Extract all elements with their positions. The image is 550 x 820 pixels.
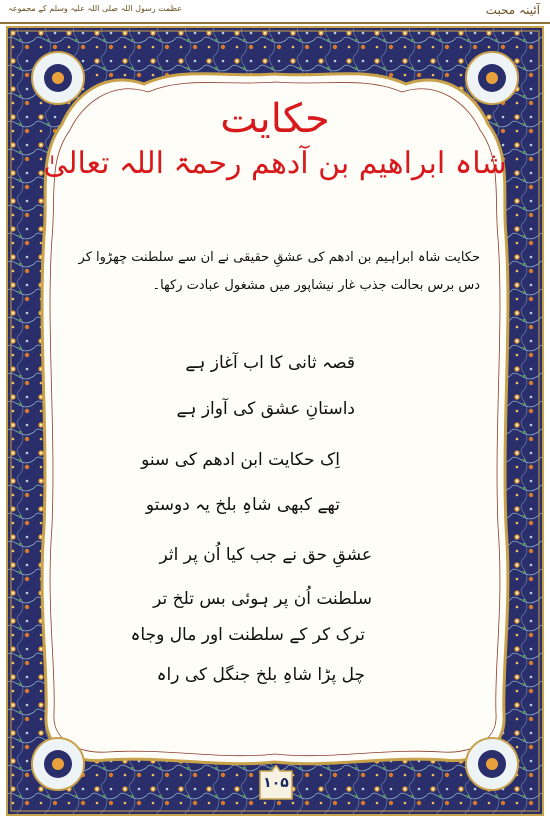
verse-line-1: قصہ ثانی کا اب آغاز ہے	[185, 353, 355, 373]
header-rule	[0, 22, 550, 24]
story-title: حکایت	[220, 96, 330, 142]
story-subtitle: شاہ ابراھیم بن آدھم رحمۃ اللہ تعالیٰ	[43, 146, 507, 181]
header-right-text: آئینہ محبت	[485, 3, 540, 17]
top-header-bar	[0, 0, 550, 22]
verse-line-6: سلطنت اُن پر ہوئی بس تلخ تر	[153, 589, 372, 609]
verse-line-8: چل پڑا شاہِ بلخ جنگل کی راہ	[156, 665, 365, 685]
page-number-badge	[256, 765, 296, 805]
verse-line-3: اِک حکایت ابن ادھم کی سنو	[141, 450, 340, 470]
intro-paragraph: حکایت شاہ ابراہیم بن ادھم کی عشقِ حقیقی نے ان سے سلطنت چھڑوا کر دس برس بحالت جذب غار نیشاپور میں مشغول عبادت رکھا۔	[78, 250, 480, 293]
verse-line-2: داستانِ عشق کی آواز ہے	[176, 399, 355, 419]
page-number: ۱۰۵	[263, 775, 289, 791]
ornamental-border	[6, 26, 544, 816]
verse-line-4: تھے کبھی شاہِ بلخ یہ دوستو	[145, 495, 340, 515]
verse-line-7: ترک کر کے سلطنت اور مال وجاہ	[130, 625, 365, 645]
corner-medallion-bottom-right	[466, 738, 518, 790]
corner-medallion-bottom-left	[32, 738, 84, 790]
verse-line-5: عشقِ حق نے جب کیا اُن پر اثر	[159, 545, 372, 565]
header-left-text: عظمت رسول اللہ صلی اللہ علیہ وسلم کے مجموعہ	[8, 4, 182, 13]
